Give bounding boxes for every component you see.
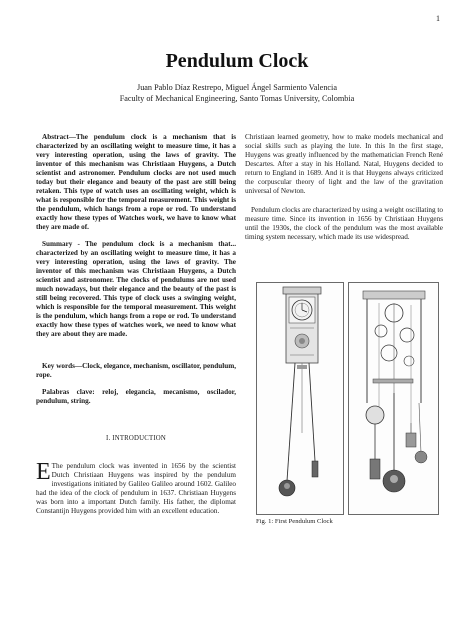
drop-cap: E	[36, 459, 51, 485]
section-heading: I. INTRODUCTION	[105, 435, 166, 442]
introduction	[36, 459, 236, 516]
clock-mechanism-illustration	[349, 283, 438, 514]
page-number: 1	[436, 14, 440, 23]
intro-text: The pendulum clock was invented in 1656 by the scientist Dutch Christiaan Huygens was inspired by the pendulum investigations initiated by Galileo Galileo around 1602. Galileo had the idea of the clock of pendulum in 1637. Christiaan Huygens was born into a important Dutch family. His father, the diplomat Constantijn Huygens provided him with an excellent education.	[36, 462, 236, 515]
right-paragraph-2	[245, 206, 443, 242]
paper-title: Pendulum Clock	[165, 50, 309, 72]
clock-front-illustration	[257, 283, 343, 514]
abstract-text: Abstract—The pendulum clock is a mechanism that is characterized by an oscillating weight to measure time, it has a very interesting operation, using the laws of gravity. The inventor of this mechanism was Christiaan Huygens, a Dutch scientist and astronomer. Pendulum clocks are not used much today but their elegance and beauty of the past are still being retaken. This type of watch uses an oscillating weight, which is what is responsible for the temporal measurement. This weight is the pendulum, which hangs from a rope or rod. To understand exactly how these types of Watches work, we have to know what they are made of.	[36, 133, 236, 231]
abstract	[36, 133, 236, 232]
figure-panel-right	[348, 282, 439, 515]
summary	[36, 240, 236, 339]
summary-text: Summary - The pendulum clock is a mechanism that... characterized by an oscillating weight to measure time, it has a very interesting operation, using the laws of gravity. The inventor of this mechanism was Christiaan Huygens, a Dutch scientist and astronomer. The clocks of pendulums are not used much nowadays, but their elegance and the beauty of the past is still being recovered. This type of clock uses a swinging weight, which is responsible for the temporal measurement. This weight is the pendulum, which hangs from a rope or rod. To understand exactly how these types of watches work, we need to know what they are about they are made.	[36, 240, 236, 338]
figure-panel-left	[256, 282, 344, 515]
right-paragraph-1	[245, 133, 443, 196]
figure-caption: Fig. 1: First Pendulum Clock	[256, 518, 333, 525]
palabras-text: Palabras clave: reloj, elegancia, mecanismo, oscilador, pendulum, string.	[36, 388, 236, 405]
palabras-clave	[36, 388, 236, 406]
affiliation: Faculty of Mechanical Engineering, Santo Tomas University, Colombia	[119, 94, 355, 103]
author-block	[0, 82, 474, 104]
right-p2-text: Pendulum clocks are characterized by using a weight oscillating to measure time. Since its invention in 1656 by Christiaan Huygens until the 1930s, the clock of the pendulum was the most available timing system necessary, which made its use widespread.	[245, 206, 443, 241]
keywords	[36, 362, 236, 380]
right-p1-text: Christiaan learned geometry, how to make models mechanical and social skills such as playing the lute. In this In the first stage, Huygens was greatly influenced by the mathematician French René Descartes. After a stay in his Holland. Natal, Huygens decided to return to England in 1689. And it is that Huygens always criticized the corpuscular theory of light and the law of the gravitation universal of Newton.	[245, 133, 443, 195]
authors: Juan Pablo Díaz Restrepo, Miguel Ángel Sarmiento Valencia	[137, 83, 337, 92]
keywords-text: Key words—Clock, elegance, mechanism, oscillator, pendulum, rope.	[36, 362, 236, 379]
